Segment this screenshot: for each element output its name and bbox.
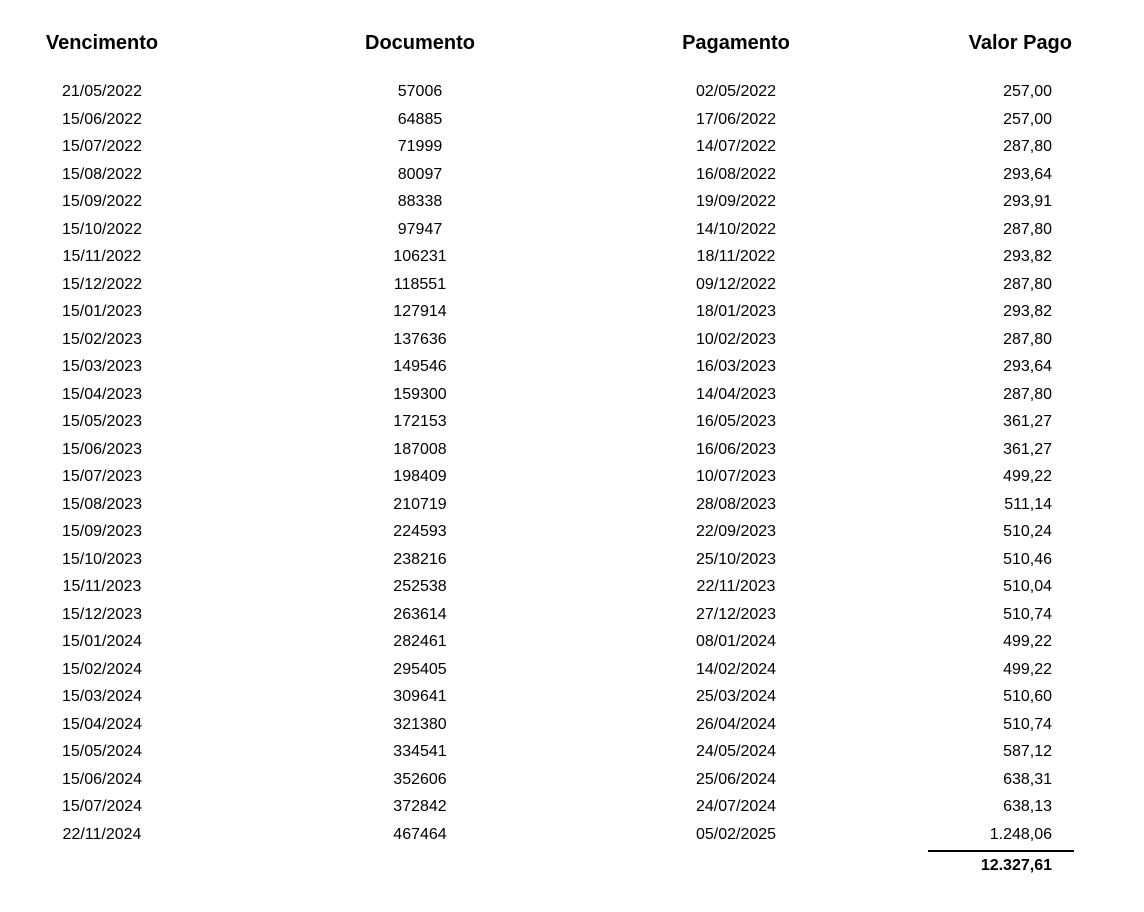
cell-documento: 71999 <box>397 138 443 155</box>
table-row <box>0 106 1144 134</box>
table-row <box>0 298 1144 326</box>
cell-vencimento: 15/02/2024 <box>61 660 143 678</box>
table-row <box>0 821 1144 849</box>
cell-pagamento: 16/03/2023 <box>695 358 777 375</box>
cell-vencimento: 15/04/2023 <box>61 385 143 403</box>
cell-valor-pago: 293,82 <box>1003 248 1052 265</box>
cell-pagamento: 09/12/2022 <box>695 275 777 293</box>
cell-documento: 106231 <box>393 248 447 265</box>
cell-valor-pago: 287,80 <box>1003 275 1052 293</box>
cell-valor-pago: 510,74 <box>1003 605 1052 623</box>
cell-documento: 252538 <box>393 578 447 595</box>
table-row <box>0 683 1144 711</box>
cell-documento: 224593 <box>393 523 447 540</box>
header-valor-pago: Valor Pago <box>968 32 1072 54</box>
cell-vencimento: 15/08/2023 <box>61 495 143 513</box>
cell-pagamento: 28/08/2023 <box>695 495 777 513</box>
cell-vencimento: 15/04/2024 <box>61 715 143 733</box>
cell-pagamento: 10/02/2023 <box>695 330 777 348</box>
cell-pagamento: 02/05/2022 <box>695 83 777 100</box>
header-vencimento: Vencimento <box>45 32 159 54</box>
cell-valor-pago: 638,13 <box>1003 798 1052 815</box>
cell-valor-pago: 257,00 <box>1003 83 1052 100</box>
table-row <box>0 738 1144 766</box>
cell-valor-pago: 499,22 <box>1003 468 1052 485</box>
header-documento: Documento <box>365 32 475 54</box>
cell-pagamento: 17/06/2022 <box>695 110 777 128</box>
cell-vencimento: 15/01/2023 <box>61 303 143 320</box>
cell-pagamento: 14/07/2022 <box>695 138 777 155</box>
cell-pagamento: 25/03/2024 <box>695 688 777 705</box>
table-row <box>0 628 1144 656</box>
table-row <box>0 353 1144 381</box>
cell-pagamento: 27/12/2023 <box>695 605 777 623</box>
table-row <box>0 381 1144 409</box>
cell-valor-pago: 293,64 <box>1003 165 1052 183</box>
cell-vencimento: 15/11/2022 <box>62 248 142 265</box>
cell-pagamento: 24/07/2024 <box>695 798 777 815</box>
table-row <box>0 573 1144 601</box>
cell-pagamento: 16/05/2023 <box>695 413 777 430</box>
cell-valor-pago: 510,24 <box>1003 523 1052 540</box>
cell-valor-pago: 510,74 <box>1003 715 1052 733</box>
cell-valor-pago: 293,64 <box>1003 358 1052 375</box>
cell-valor-pago: 361,27 <box>1003 413 1052 430</box>
cell-valor-pago: 510,60 <box>1003 688 1052 705</box>
cell-documento: 321380 <box>393 715 447 733</box>
cell-valor-pago: 293,91 <box>1003 193 1052 210</box>
cell-pagamento: 16/06/2023 <box>695 440 777 458</box>
total-value: 12.327,61 <box>980 857 1052 874</box>
cell-vencimento: 15/06/2023 <box>61 440 143 458</box>
cell-valor-pago: 257,00 <box>1003 110 1052 128</box>
cell-valor-pago: 1.248,06 <box>989 825 1052 843</box>
cell-vencimento: 15/01/2024 <box>61 633 143 650</box>
cell-pagamento: 18/11/2022 <box>696 248 776 265</box>
cell-valor-pago: 510,04 <box>1003 578 1052 595</box>
cell-vencimento: 15/06/2022 <box>61 110 143 128</box>
cell-documento: 238216 <box>393 550 447 568</box>
cell-pagamento: 25/10/2023 <box>695 550 777 568</box>
cell-valor-pago: 499,22 <box>1003 660 1052 678</box>
cell-documento: 282461 <box>393 633 447 650</box>
cell-documento: 295405 <box>393 660 447 678</box>
cell-vencimento: 15/10/2022 <box>61 220 143 238</box>
cell-pagamento: 25/06/2024 <box>695 770 777 788</box>
cell-valor-pago: 587,12 <box>1003 743 1052 760</box>
cell-vencimento: 15/05/2023 <box>61 413 143 430</box>
cell-vencimento: 22/11/2024 <box>62 825 142 843</box>
table-row <box>0 601 1144 629</box>
table-row <box>0 436 1144 464</box>
cell-documento: 97947 <box>397 220 443 238</box>
cell-vencimento: 15/11/2023 <box>62 578 142 595</box>
cell-documento: 149546 <box>393 358 447 375</box>
cell-documento: 64885 <box>397 110 443 128</box>
table-row <box>0 408 1144 436</box>
cell-valor-pago: 287,80 <box>1003 385 1052 403</box>
cell-documento: 334541 <box>393 743 447 760</box>
table-row <box>0 216 1144 244</box>
cell-valor-pago: 361,27 <box>1003 440 1052 458</box>
cell-vencimento: 15/06/2024 <box>61 770 143 788</box>
cell-vencimento: 15/08/2022 <box>61 165 143 183</box>
table-row <box>0 78 1144 106</box>
cell-pagamento: 08/01/2024 <box>695 633 777 650</box>
table-row <box>0 546 1144 574</box>
cell-vencimento: 15/07/2022 <box>61 138 143 155</box>
table-row <box>0 133 1144 161</box>
cell-documento: 88338 <box>397 193 443 210</box>
table-row <box>0 518 1144 546</box>
table-row <box>0 326 1144 354</box>
payment-table-body <box>0 78 1144 848</box>
cell-documento: 198409 <box>393 468 447 485</box>
cell-pagamento: 16/08/2022 <box>695 165 777 183</box>
cell-pagamento: 19/09/2022 <box>695 193 777 210</box>
cell-documento: 80097 <box>397 165 443 183</box>
cell-documento: 263614 <box>393 605 447 623</box>
table-row <box>0 188 1144 216</box>
cell-documento: 118551 <box>393 275 447 293</box>
cell-documento: 57006 <box>397 83 443 100</box>
table-row <box>0 793 1144 821</box>
cell-vencimento: 21/05/2022 <box>61 83 143 100</box>
cell-vencimento: 15/07/2023 <box>61 468 143 485</box>
cell-vencimento: 15/09/2022 <box>61 193 143 210</box>
cell-documento: 159300 <box>393 385 447 403</box>
cell-valor-pago: 287,80 <box>1003 220 1052 238</box>
header-pagamento: Pagamento <box>682 32 790 54</box>
cell-valor-pago: 499,22 <box>1003 633 1052 650</box>
table-row <box>0 656 1144 684</box>
cell-vencimento: 15/10/2023 <box>61 550 143 568</box>
cell-pagamento: 14/04/2023 <box>695 385 777 403</box>
cell-pagamento: 18/01/2023 <box>695 303 777 320</box>
table-row <box>0 766 1144 794</box>
cell-pagamento: 10/07/2023 <box>695 468 777 485</box>
cell-valor-pago: 287,80 <box>1003 138 1052 155</box>
cell-vencimento: 15/12/2022 <box>61 275 143 293</box>
cell-documento: 187008 <box>393 440 447 458</box>
cell-valor-pago: 510,46 <box>1003 550 1052 568</box>
cell-vencimento: 15/07/2024 <box>61 798 143 815</box>
cell-pagamento: 24/05/2024 <box>695 743 777 760</box>
cell-documento: 210719 <box>393 495 447 513</box>
cell-pagamento: 26/04/2024 <box>695 715 777 733</box>
cell-vencimento: 15/03/2023 <box>61 358 143 375</box>
cell-vencimento: 15/12/2023 <box>61 605 143 623</box>
cell-documento: 137636 <box>393 330 447 348</box>
cell-pagamento: 22/09/2023 <box>695 523 777 540</box>
cell-valor-pago: 287,80 <box>1003 330 1052 348</box>
cell-documento: 172153 <box>393 413 447 430</box>
cell-pagamento: 14/02/2024 <box>695 660 777 678</box>
cell-documento: 309641 <box>393 688 447 705</box>
cell-valor-pago: 638,31 <box>1003 770 1052 788</box>
cell-vencimento: 15/09/2023 <box>61 523 143 540</box>
table-row <box>0 491 1144 519</box>
cell-pagamento: 05/02/2025 <box>695 825 777 843</box>
cell-vencimento: 15/03/2024 <box>61 688 143 705</box>
table-row <box>0 271 1144 299</box>
cell-valor-pago: 293,82 <box>1003 303 1052 320</box>
cell-pagamento: 22/11/2023 <box>696 578 776 595</box>
cell-documento: 127914 <box>393 303 447 320</box>
cell-documento: 467464 <box>393 825 447 843</box>
cell-valor-pago: 511,14 <box>1004 495 1052 513</box>
cell-vencimento: 15/02/2023 <box>61 330 143 348</box>
cell-documento: 352606 <box>393 770 447 788</box>
table-row <box>0 463 1144 491</box>
table-row <box>0 243 1144 271</box>
table-row <box>0 161 1144 189</box>
cell-documento: 372842 <box>393 798 447 815</box>
cell-vencimento: 15/05/2024 <box>61 743 143 760</box>
table-row <box>0 711 1144 739</box>
cell-pagamento: 14/10/2022 <box>695 220 777 238</box>
